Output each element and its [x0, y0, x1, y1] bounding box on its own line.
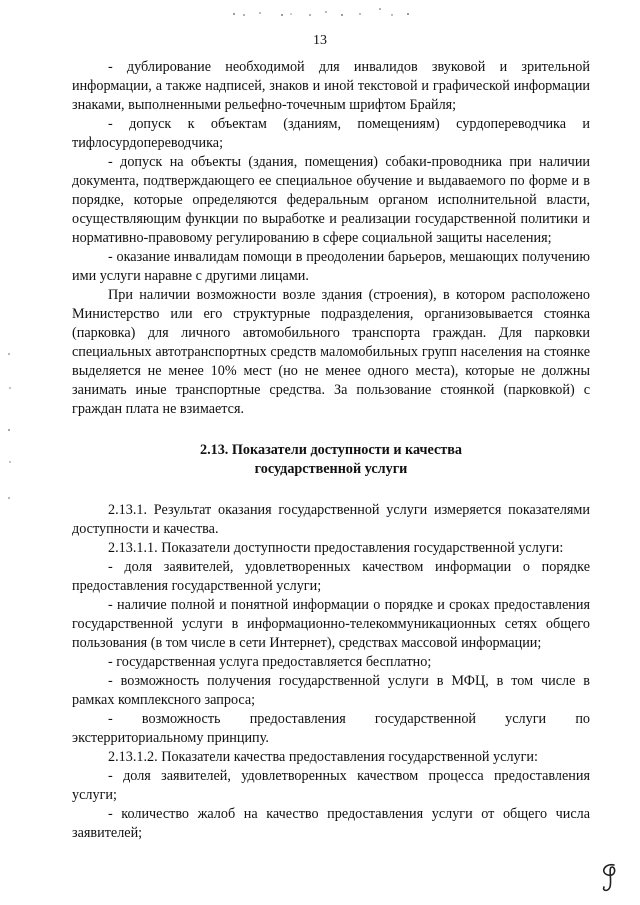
paragraph: При наличии возможности возле здания (строения), в котором расположено Министерство или его структурные подразделения, организовывается стоянка (парковка) для личного автомобильного транспорта граждан. Для парковки специальных автотранспортных средств маломобильных групп населения на стоянке выделяется не менее 10% мест (но не менее одного места), которые не должны занимать иные транспортные средства. За пользование стоянкой (парковкой) с граждан плата не взимается. — [72, 287, 590, 417]
page-number: 13 — [313, 33, 327, 48]
section-heading-line: 2.13. Показатели доступности и качества — [199, 442, 463, 458]
paragraph: - количество жалоб на качество предоставления услуги от общего числа заявителей; — [72, 806, 590, 841]
paragraph: - возможность предоставления государственной услуги по экстерриториальному принципу. — [72, 711, 590, 746]
paragraph: 2.13.1.1. Показатели доступности предоставления государственной услуги: — [108, 540, 564, 556]
paragraph: - доля заявителей, удовлетворенных качеством информации о порядке предоставления государственной услуги; — [72, 559, 590, 594]
paragraph: - оказание инвалидам помощи в преодолении барьеров, мешающих получению ими услуги наравне с другими лицами. — [72, 249, 590, 284]
section-heading-line: государственной услуги — [254, 461, 408, 477]
paragraph: - допуск на объекты (здания, помещения) собаки-проводника при наличии документа, подтверждающего ее специальное обучение и выдаваемого по форме и в порядке, которые определяются федеральным органом исполнительной власти, осуществляющим функции по выработке и реализации государственной политики и нормативно-правовому регулированию в сфере социальной защиты населения; — [72, 154, 590, 246]
paragraph: - возможность получения государственной услуги в МФЦ, в том числе в рамках комплексного запроса; — [72, 673, 590, 708]
paragraph: - государственная услуга предоставляется бесплатно; — [108, 654, 432, 670]
scan-margin-marks — [4, 350, 14, 510]
paragraph: - дублирование необходимой для инвалидов звуковой и зрительной информации, а также надписей, знаков и иной текстовой и графической информации знаками, выполненными рельефно-точечным шрифтом Брайля; — [72, 59, 590, 113]
scan-artifact-dots — [230, 6, 420, 18]
paragraph: 2.13.1. Результат оказания государственной услуги измеряется показателями доступности и качества. — [72, 502, 590, 537]
paragraph: - доля заявителей, удовлетворенных качеством процесса предоставления услуги; — [72, 768, 590, 803]
document-body — [72, 58, 590, 843]
paragraph: - допуск к объектам (зданиям, помещениям) сурдопереводчика и тифлосурдопереводчика; — [72, 116, 590, 151]
section-heading — [72, 441, 590, 479]
handwritten-initial — [596, 859, 622, 895]
paragraph: 2.13.1.2. Показатели качества предоставления государственной услуги: — [108, 749, 538, 765]
paragraph: - наличие полной и понятной информации о порядке и сроках предоставления государственной услуги в информационно-телекоммуникационных сетях общего пользования (в том числе в сети Интернет), средствах массовой информации; — [72, 597, 590, 651]
